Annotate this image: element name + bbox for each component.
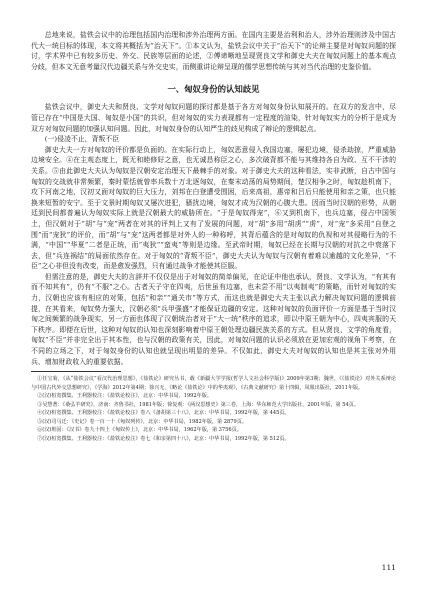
section-heading: 一、匈奴身份的认知歧见: [167, 84, 260, 95]
footnotes: [31, 375, 396, 443]
section-body: [31, 102, 396, 367]
footnote: ⑤(汉)司马迁：《史记》卷一百一十《匈奴列传》，北京：中华书局，1982年版，第 2879页。: [37, 418, 247, 425]
footnote: ⑥(汉)班固：《汉书》卷九十四上《匈奴传上》，北京：中华书局，1962年版，第 3756页。: [37, 427, 242, 434]
footnote-divider: [31, 371, 121, 372]
footnote: ③吴慧著：《桑弘羊研究》，济南：齐鲁书社，1981年版；徐复观：《两汉思想史》第三卷，上海：华东师范大学出版社，2001年版，第 54页。: [37, 401, 359, 408]
body-paragraph: 但需注意的是，御史大夫的言辞并不仅仅是出于对匈奴的简单偏见，在论证中他也承认，贤良、文学认为，“有其有而不知其有”，仍有“不服”之心。古者天子守在四夷，后世虽有边塞，也未尝不用“以夷制夷”的策略，而针对匈奴的实力，汉朝也应该有相应的对策，包括“和亲”“通关市”等方式，而这也就是御史大夫主张以武力解决匈奴问题的逻辑前提，在其看来，匈奴势力强大，汉朝必须“兵甲强盛”才能保证边疆的安定。这种对匈奴的负面评价一方面是基于当时汉匈之间频繁的战争现实，另一方面也体现了汉朝统治者对于“大一统”秩序的追求，即以中原王朝为中心，四夷宾服的天下秩序。即便在后世，这种对匈奴的认知也深刻影响着中原王朝处理边疆民族关系的方式。但从贤良、文学的角度看，匈奴“不臣”并非完全出于其本性，也与汉朝的政策有关，因此，对匈奴问题的认识必须放在更加宏观的视角下考察，在不同的立场之下，对于匈奴身份的认知也就呈现出明显的差异。不仅如此，御史大夫对匈奴的认知也是其主张对外用兵、增加财政收入的重要依据。: [31, 272, 396, 366]
page-number: 111: [381, 563, 396, 572]
body-paragraph: 盐铁会议中，御史大夫和贤良、文学对匈奴问题的探讨都是基于各方对匈奴身份认知展开的。在双方的发言中，尽管已存在“中国是大国、匈奴是小国”的共识，但对匈奴的实力表现都有一定程度的渲染，针对匈奴实力的分析于是成为双方对匈奴问题的加强认知问题。因此，对匈奴身份的认知严生的歧见构成了辩论的逻辑起点。: [31, 103, 396, 133]
footnote: ②(汉)桓宽撰集、王利器校注：《盐铁论校注》，北京：中华书局，1992年版。: [37, 393, 212, 400]
body-paragraph: 总地来说，盐铁会议中的治理包括国内治理和涉外治理两方面。在国内主要是治利和治人，涉外治理则涉及中国古代大一统目标的体现，本文将其概括为“治天下”。①本文认为，盐铁会议中关于“治天下”的论辩主要是对匈奴问题的探讨，学术界中已有较多历史、外交、民族等层面的论述，②傅谛晰地呈现贤良文学和御史大夫在匈奴问题上的基本观点分歧，但本文无意考量汉代边疆关系与外交史实，而侧重讲论辩呈现的儒学思想传统与其对当代治理的史鉴价值。: [31, 31, 396, 71]
footnote: ④(汉)桓宽撰集、王利器校注：《盐铁论校注》卷八《备胡第三十八》，北京：中华书局，1992年版，第 445页。: [37, 410, 290, 417]
intro-block: [31, 30, 396, 72]
footnote: ⑦(汉)桓宽撰集、王利器校注：《盐铁论校注》卷七《和亲第四十八》，北京：中华书局，1992年版，第 512页。: [37, 435, 290, 442]
footnote: ①任宝菊，《从“盐铁会议”看汉代治理思想》，《盐铁论》研究丛书，载《新疆大学学报(哲学人文社会科学版)》2009年第3期；魏世，《《盐铁论》对外关系辩论与中国古代外交思想研究》，《学海》2012年第4期；徐兴无，《略论《盐铁论》中的华夷观》，《古典文献研究》第十四辑，凤凰出版社，2011年版。: [31, 376, 396, 391]
body-paragraph: 御史大夫一方对匈奴的评价都是负面的。在实际行动上，匈奴恶意侵入我国边塞，屡犯边境，侵杀劫掠，严重威胁边境安全。④在主观态度上，既无和睦修好之意，也无诚恳称臣之心，多次破背都不能与其维持各自为政、互不干涉的关系。⑤由此御史大夫认为匈奴是汉朝安定治理天下最棘手的对象。对于御史大夫的这种看法，实非武断，自古中国与匈奴的交战就非常频繁，秦时蒙恬就曾率兵数十万北逐匈奴，在秦末动荡的局势期间，楚汉相争之时，匈奴趁机南下，攻下河南之地，汉初又面对匈奴的巨大压力，刘邦在白登遭受围困，后来高祖，惠帝和吕后只能使用和亲之策，也只能换来短暂的安宁。至于文景时期匈奴又屡次进犯，骚扰边境，匈奴才成为汉朝的心腹大患。因而当时汉朝的形势，从朝廷到民间都普遍认为匈奴实际上就是汉朝最大的威胁所在。“于是匈奴得宠”，⑥又到机南下，也兵边塞，侵占中国领土，但汉朝对于“胡”与“宠”两者在对其的评判上又有了发展的问题，对“胡”多用“胡虏”“虏”，对“宠”多采用“自登之围”而“宠狄”的评价，而“胡”与“宠”这两者都是对外人的一种称呼，其背后蕴含的是对匈奴的仇视和对其侵略行为的不满，“中国”“华夏”二者是正统，而“夷狄”“蛮夷”等则是边缘。至武帝时期，匈奴已经在长期与汉朝的对抗之中衰落下去，但“兵连祸结”的局面依然存在。对于匈奴的“背叛不臣”，御史大夫认为匈奴与汉朝有着难以逾越的文化差异，“不臣”之心非但没有改变，而是愈发强烈，只有通过战争才能使其臣服。: [31, 145, 396, 271]
sub-heading: (一)侵凌不止，背叛不臣: [44, 135, 120, 144]
